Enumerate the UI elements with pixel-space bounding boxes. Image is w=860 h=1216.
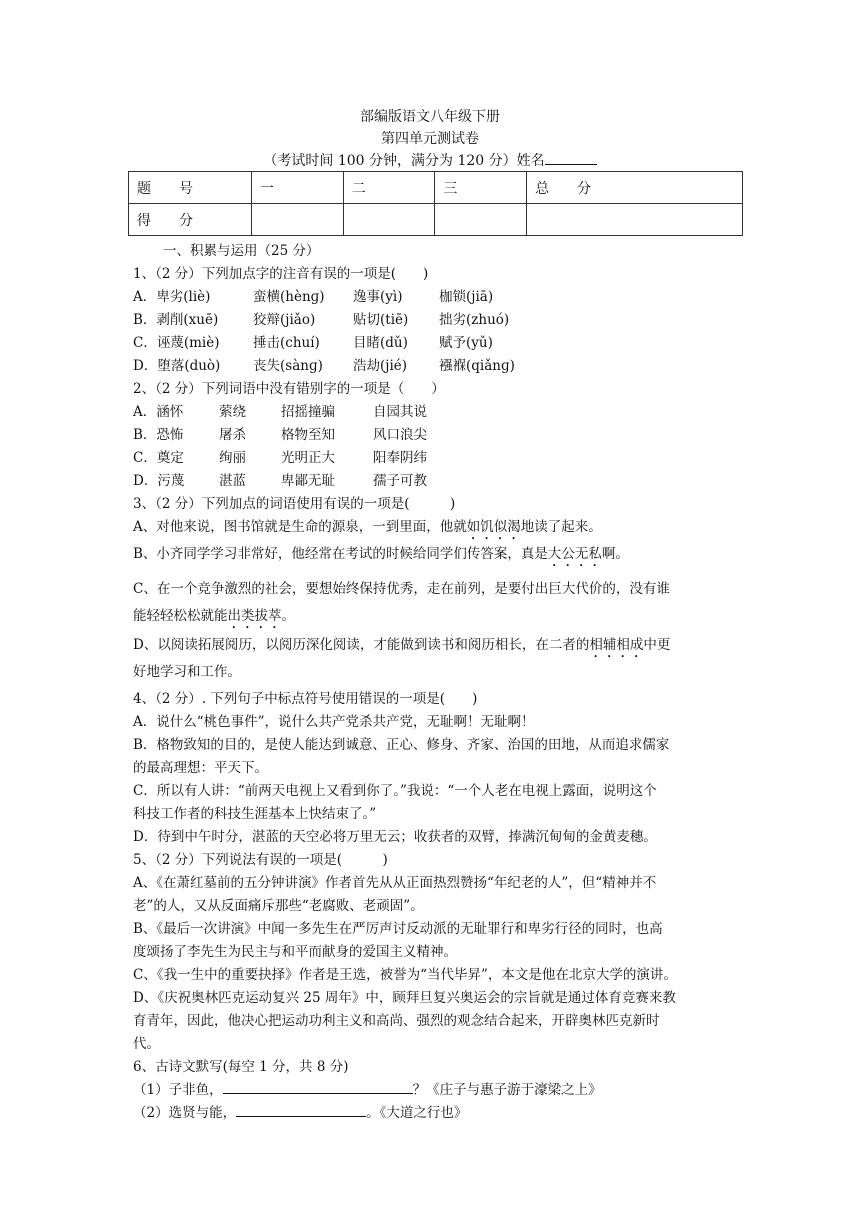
q4-option-d: D．待到中午时分，湛蓝的天空必将万里无云；收获者的双臂，捧满沉甸甸的金黄麦穗。 <box>133 829 657 845</box>
q3-stem: 3、（2 分）下列加点的词语使用有误的一项是( ) <box>133 496 456 512</box>
q3-option-d-line1: D、以阅读拓展阅历，以阅历深化阅读，才能做到读书和阅历相长，在二者的相辅相成中更 <box>133 637 671 653</box>
q4-option-b-line1: B．格物致知的目的，是使人能达到诚意、正心、修身、齐家、治国的田地，从而追求儒家 <box>133 737 670 753</box>
score-cell-total[interactable] <box>527 204 743 236</box>
q4-option-a: A．说什么“桃色事件”，说什么共产党杀共产党，无耻啊！无耻啊！ <box>133 714 535 730</box>
q5-option-a-line1: A、《在萧红墓前的五分钟讲演》作者首先从从正面热烈赞扬“年纪老的人”，但“精神并不 <box>133 875 657 891</box>
score-cell-part2[interactable] <box>343 204 435 236</box>
section-heading: 一、积累与运用（25 分） <box>163 243 320 259</box>
q5-option-a-line2: 老”的人，又从反面痛斥那些“老腐败、老顽固”。 <box>133 898 424 914</box>
q3-c-emphasis: 出类拔萃 <box>227 608 282 624</box>
name-blank[interactable] <box>545 150 597 165</box>
q4-option-c-line2: 科技工作者的科技生涯基本上快结束了。” <box>133 806 377 822</box>
q5-option-d-line2: 育青年，因此，他决心把运动功利主义和高尚、强烈的观念结合起来，开辟奥林匹克新时 <box>133 1013 660 1029</box>
score-header-label: 题 号 <box>129 172 252 204</box>
q3-option-c-line2: 能轻轻松松就能出类拔萃。 <box>133 608 295 624</box>
score-cell-part3[interactable] <box>435 204 527 236</box>
q6-blank-1[interactable] <box>223 1079 413 1094</box>
score-header-part3: 三 <box>435 172 527 204</box>
q5-option-b-line2: 度颂扬了李先生为民主与和平而献身的爱国主义精神。 <box>133 944 457 960</box>
score-row-label: 得 分 <box>129 204 252 236</box>
q1-option-b: B．剥削(xuē) 狡辩(jiǎo) 贴切(tiē) 拙劣(zhuó) <box>133 312 510 328</box>
q1-option-d: D．堕落(duò) 丧失(sànɡ) 浩劫(jié) 襁褓(qiǎnɡ) <box>133 358 515 374</box>
exam-info-text: （考试时间 100 分钟，满分为 120 分）姓名 <box>263 153 545 169</box>
q6-stem: 6、古诗文默写(每空 1 分，共 8 分) <box>133 1059 349 1075</box>
q5-option-d-line1: D、《庆祝奥林匹克运动复兴 25 周年》中，顾拜旦复兴奥运会的宗旨就是通过体育竞赛来教 <box>133 990 676 1006</box>
q5-option-d-line3: 代。 <box>133 1036 160 1052</box>
q3-option-d-line2: 好地学习和工作。 <box>133 664 241 680</box>
score-header-part1: 一 <box>252 172 344 204</box>
q4-option-c-line1: C．所以有人讲：“前两天电视上又看到你了。”我说：“一个人老在电视上露面，说明这个 <box>133 783 657 799</box>
question-body <box>133 240 745 1125</box>
score-header-total: 总 分 <box>527 172 743 204</box>
q4-stem: 4、（2 分）. 下列句子中标点符号使用错误的一项是( ) <box>133 691 478 707</box>
q5-option-c: C、《我一生中的重要抉择》作者是王选，被誉为“当代毕昇”，本文是他在北京大学的演讲。 <box>133 967 677 983</box>
q3-option-a: A、对他来说，图书馆就是生命的源泉，一到里面，他就如饥似渴地读了起来。 <box>133 519 602 535</box>
q6-blank-2[interactable] <box>236 1102 366 1117</box>
q3-b-emphasis: 大公无私 <box>547 546 602 562</box>
q3-d-emphasis: 相辅相成 <box>589 637 644 653</box>
q2-option-a: A．涵怀 萦绕 招摇撞骗 自园其说 <box>133 404 427 420</box>
score-header-part2: 二 <box>343 172 435 204</box>
score-table-score-row <box>129 204 743 236</box>
q1-option-c: C．诬蔑(miè) 捶击(chuí) 目睹(dǔ) 赋予(yǔ) <box>133 335 493 351</box>
q5-stem: 5、（2 分）下列说法有误的一项是( ) <box>133 852 388 868</box>
q2-option-b: B．恐怖 屠杀 格物至知 风口浪尖 <box>133 427 427 443</box>
score-cell-part1[interactable] <box>252 204 344 236</box>
q3-option-c-line1: C、在一个竞争激烈的社会，要想始终保持优秀，走在前列，是要付出巨大代价的，没有谁 <box>133 581 670 597</box>
q2-option-d: D．污蔑 湛蓝 卑鄙无耻 孺子可教 <box>133 473 427 489</box>
q6-item-2: （2）选贤与能， 。《大道之行也》 <box>133 1102 745 1125</box>
q3-option-b: B、小齐同学学习非常好，他经常在考试的时候给同学们传答案，真是大公无私啊。 <box>133 546 629 562</box>
q1-stem: 1、（2 分）下列加点字的注音有误的一项是( ) <box>133 266 429 282</box>
q4-option-b-line2: 的最高理想：平天下。 <box>133 760 268 776</box>
q2-option-c: C．奠定 绚丽 光明正大 阳奉阴纬 <box>133 450 427 466</box>
q3-a-emphasis: 如饥似渴 <box>466 519 521 535</box>
q5-option-b-line1: B、《最后一次讲演》中闻一多先生在严厉声讨反动派的无耻罪行和卑劣行径的同时，也高 <box>133 921 663 937</box>
q1-option-a: A．卑劣(liè) 蛮横(hènɡ) 逸事(yì) 枷锁(jiā) <box>133 289 494 305</box>
exam-title: 部编版语文八年级下册 <box>360 109 500 125</box>
q2-stem: 2、（2 分）下列词语中没有错别字的一项是（ ） <box>133 381 445 397</box>
q6-item-1: （1）子非鱼， ？《庄子与惠子游于濠梁之上》 <box>133 1079 745 1102</box>
exam-subtitle: 第四单元测试卷 <box>381 131 479 147</box>
score-table-header-row <box>129 172 743 204</box>
exam-info <box>0 150 860 170</box>
score-table <box>128 171 743 236</box>
